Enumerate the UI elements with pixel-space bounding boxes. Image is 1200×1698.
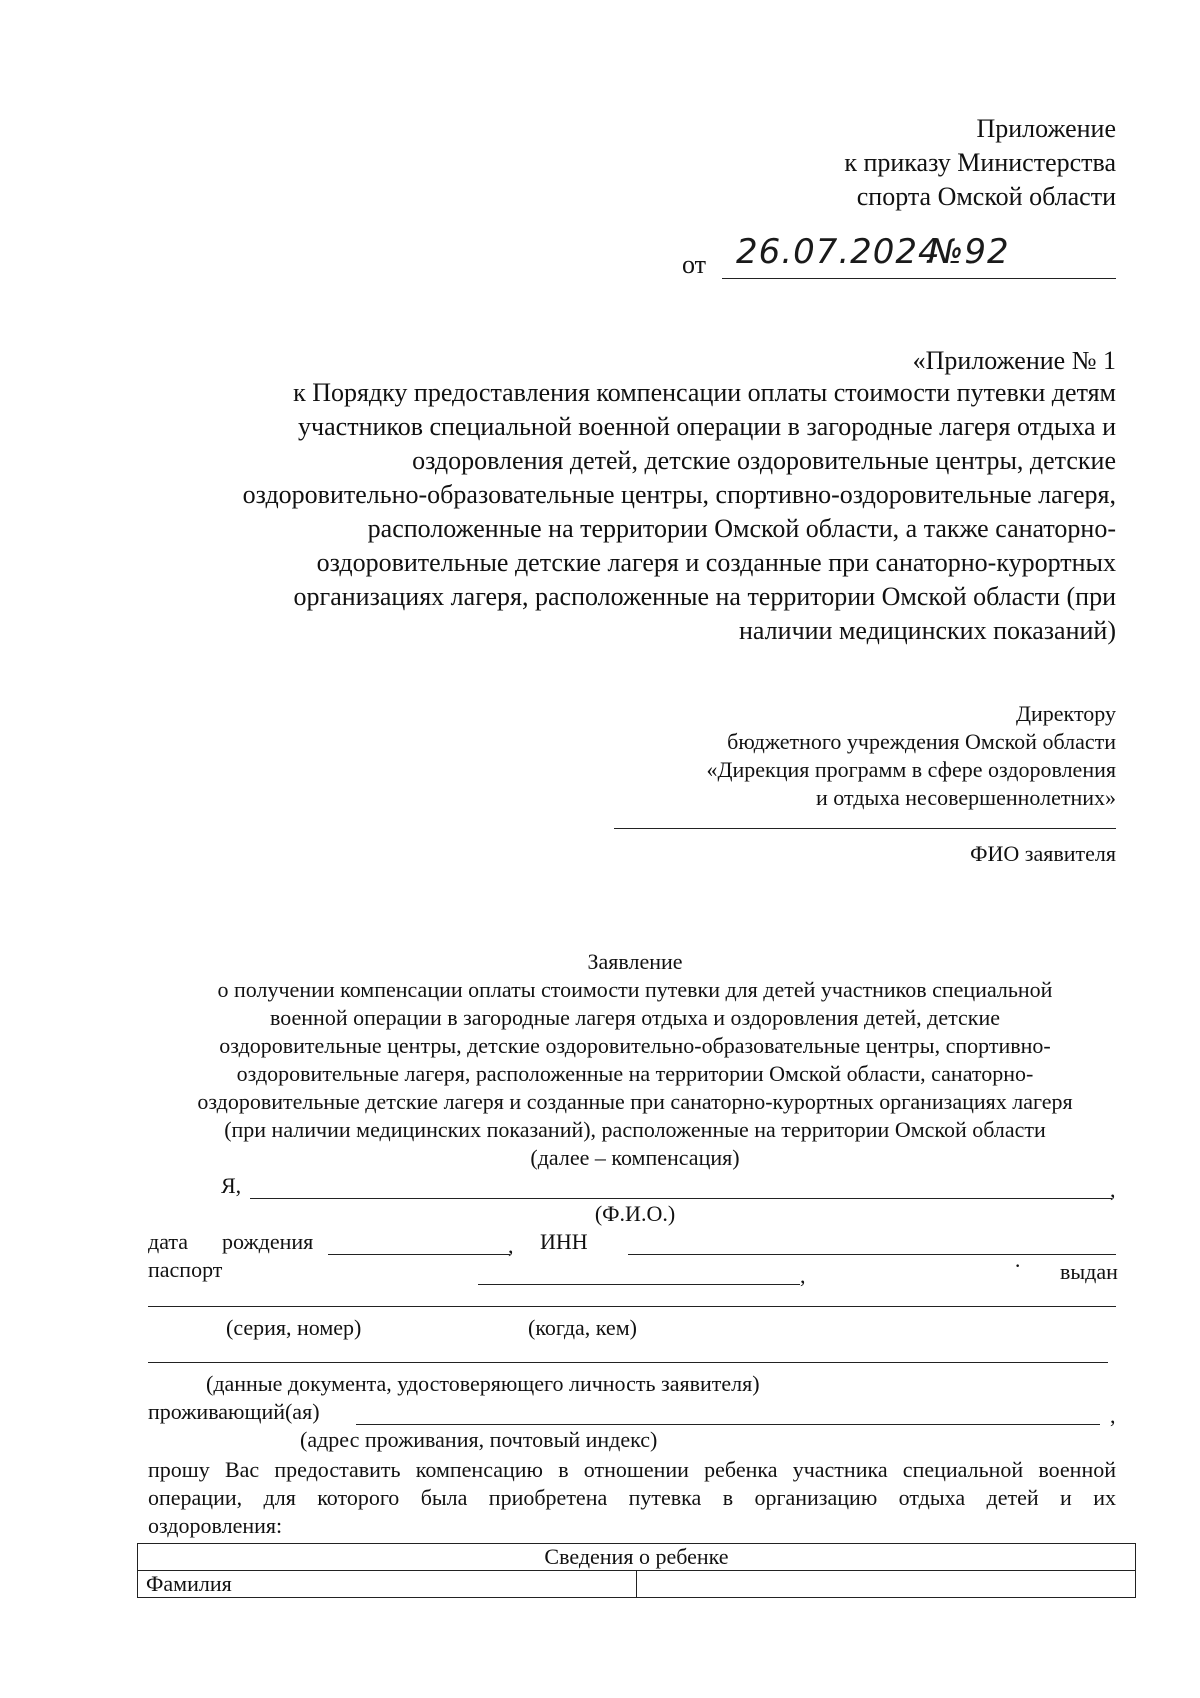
id-document-caption: (данные документа, удостоверяющего личность заявителя) <box>206 1371 760 1396</box>
request-line-2: операции, для которого была приобретена путевка в организацию отдыха детей и их <box>148 1485 1116 1510</box>
child-surname-value[interactable] <box>637 1571 1136 1598</box>
annex-body-line-5: расположенные на территории Омской области, а также санаторно- <box>367 514 1116 543</box>
annex-body-line-3: оздоровления детей, детские оздоровительные центры, детские <box>412 446 1116 475</box>
addressee-line-1: Директору <box>1016 701 1116 726</box>
statement-title: Заявление <box>587 949 683 974</box>
annex-title: «Приложение № 1 <box>912 346 1116 375</box>
annex-body-line-8: наличии медицинских показаний) <box>739 616 1116 645</box>
child-info-table <box>137 1543 1136 1598</box>
child-surname-label: Фамилия <box>138 1571 637 1598</box>
header-line-3: спорта Омской области <box>856 182 1116 211</box>
applicant-name-line[interactable] <box>614 828 1116 829</box>
date-handwritten: 26.07.2024 <box>736 232 941 272</box>
annex-body-line-6: оздоровительные детские лагеря и созданные при санаторно-курортных <box>316 548 1116 577</box>
addressee-line-2: бюджетного учреждения Омской области <box>727 729 1116 754</box>
passport-issued-field[interactable] <box>148 1306 1116 1307</box>
id-document-field[interactable] <box>148 1362 1108 1363</box>
residence-comma: , <box>1110 1403 1116 1428</box>
statement-line-2: военной операции в загородные лагеря отдыха и оздоровления детей, детские <box>270 1005 1000 1030</box>
residence-address-field[interactable] <box>356 1424 1100 1425</box>
date-underline <box>722 278 1116 279</box>
applicant-fio-field[interactable] <box>250 1198 1112 1199</box>
header-line-2: к приказу Министерства <box>844 148 1116 177</box>
birth-date-label-2: рождения <box>222 1229 314 1254</box>
header-line-1: Приложение <box>976 114 1116 143</box>
series-caption: (серия, номер) <box>226 1315 362 1340</box>
statement-line-5: оздоровительные детские лагеря и созданные при санаторно-курортных организациях лагеря <box>197 1089 1073 1114</box>
table-header-row <box>138 1544 1136 1571</box>
statement-line-4: оздоровительные лагеря, расположенные на территории Омской области, санаторно- <box>236 1061 1034 1086</box>
passport-dot: · <box>1014 1253 1022 1278</box>
i-label: Я, <box>221 1173 242 1198</box>
date-prefix: от <box>682 250 707 279</box>
issued-caption: (когда, кем) <box>528 1315 637 1340</box>
statement-line-3: оздоровительные центры, детские оздоровительно-образовательные центры, спортивно- <box>219 1033 1051 1058</box>
address-caption: (адрес проживания, почтовый индекс) <box>300 1427 658 1452</box>
inn-field[interactable] <box>628 1254 1116 1255</box>
passport-number-field[interactable] <box>478 1284 800 1285</box>
annex-body-line-2: участников специальной военной операции в загородные лагеря отдыха и <box>298 412 1116 441</box>
fio-comma: , <box>1110 1177 1116 1202</box>
inn-label: ИНН <box>540 1229 588 1254</box>
addressee-line-3: «Дирекция программ в сфере оздоровления <box>706 757 1116 782</box>
request-line-1: прошу Вас предоставить компенсацию в отношении ребенка участника специальной военной <box>148 1457 1116 1482</box>
residing-label: проживающий(ая) <box>148 1399 320 1424</box>
annex-body-line-1: к Порядку предоставления компенсации оплаты стоимости путевки детям <box>293 378 1116 407</box>
child-table-header: Сведения о ребенке <box>138 1544 1136 1571</box>
addressee-line-4: и отдыха несовершеннолетних» <box>816 785 1116 810</box>
annex-body-line-4: оздоровительно-образовательные центры, спортивно-оздоровительные лагеря, <box>242 480 1116 509</box>
annex-body-line-7: организациях лагеря, расположенные на территории Омской области (при <box>293 582 1116 611</box>
birth-date-label: дата <box>148 1229 189 1254</box>
statement-line-7: (далее – компенсация) <box>530 1145 740 1170</box>
statement-line-6: (при наличии медицинских показаний), расположенные на территории Омской области <box>224 1117 1046 1142</box>
issued-label: выдан <box>1060 1259 1118 1284</box>
birth-date-comma: , <box>508 1233 514 1258</box>
applicant-name-caption: ФИО заявителя <box>970 841 1116 866</box>
table-row <box>138 1571 1136 1598</box>
passport-comma: , <box>800 1263 806 1288</box>
passport-label: паспорт <box>148 1257 223 1282</box>
statement-line-1: о получении компенсации оплаты стоимости путевки для детей участников специальной <box>217 977 1053 1002</box>
order-number-handwritten: №92 <box>928 232 1010 272</box>
fio-caption: (Ф.И.О.) <box>594 1201 676 1226</box>
birth-date-field[interactable] <box>328 1254 510 1255</box>
request-line-3: оздоровления: <box>148 1513 283 1538</box>
